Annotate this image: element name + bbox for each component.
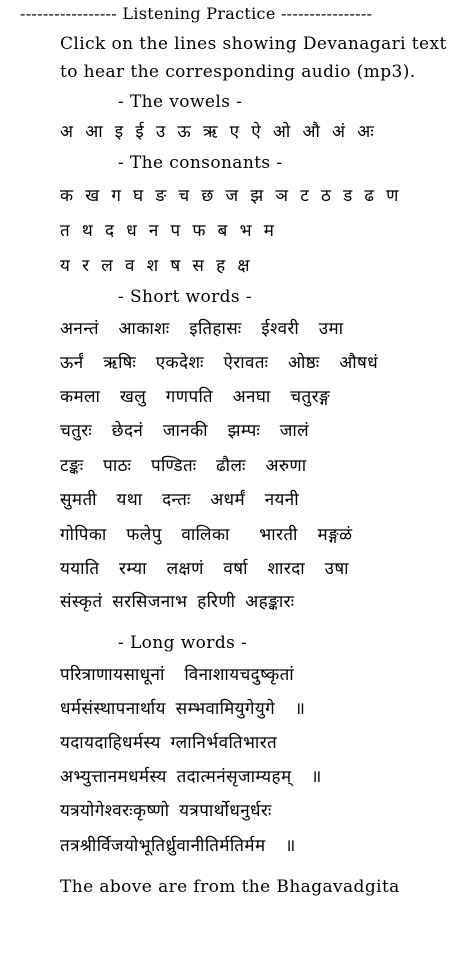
short-words-audio-line-3[interactable]: कमला खलु गणपति अनघा चतुरङ्ग — [60, 387, 331, 407]
long-words-audio-line-3[interactable]: यदायदाहिधर्मस्य ग्लानिर्भवतिभारत — [60, 733, 278, 753]
long-words-audio-line-2[interactable]: धर्मसंस्थापनार्थाय सम्भवामियुगेयुगे ॥ — [60, 699, 306, 719]
intro-line-1: Click on the lines showing Devanagari text — [60, 34, 447, 54]
long-words-audio-line-4[interactable]: अभ्युत्तानमधर्मस्य तदात्मनंसृजाम्यहम् ॥ — [60, 767, 322, 787]
consonants-audio-line-3[interactable]: य र ल व श ष स ह क्ष — [60, 256, 250, 276]
consonants-audio-line-1[interactable]: क ख ग घ ङ च छ ज झ ञ ट ठ ड ढ ण — [60, 186, 399, 206]
footer-note: The above are from the Bhagavadgita — [60, 877, 400, 897]
short-words-audio-line-8[interactable]: ययाति रम्या लक्षणं वर्षा शारदा उषा — [60, 559, 349, 579]
long-words-audio-line-5[interactable]: यत्रयोगेश्वरःकृष्णो यत्रपार्थोधनुर्धरः — [60, 801, 272, 821]
consonants-heading: - The consonants - — [118, 153, 283, 173]
short-words-audio-line-4[interactable]: चतुरः छेदनं जानकी झम्पः जालं — [60, 421, 310, 441]
short-words-audio-line-2[interactable]: ऊर्नं ऋषिः एकदेशः ऐरावतः ओष्ठः औषधं — [60, 353, 379, 373]
long-words-audio-line-6[interactable]: तत्रश्रीर्विजयोभूतिर्ध्रुवानीतिर्मतिर्मम ॥ — [60, 836, 296, 856]
short-words-heading: - Short words - — [118, 287, 253, 307]
consonants-audio-line-2[interactable]: त थ द ध न प फ ब भ म — [60, 221, 275, 241]
short-words-audio-line-9[interactable]: संस्कृतं सरसिजनाभ हरिणी अहङ्कारः — [60, 592, 295, 612]
short-words-audio-line-7[interactable]: गोपिका फलेपु वालिका भारती मङ्गळं — [60, 525, 353, 545]
long-words-audio-line-1[interactable]: परित्राणायसाधूनां विनाशायचदुष्कृतां — [60, 665, 295, 685]
intro-line-2: to hear the corresponding audio (mp3). — [60, 62, 416, 82]
short-words-audio-line-5[interactable]: टङ्कः पाठः पण्डितः ढौलः अरुणा — [60, 456, 307, 476]
vowels-audio-line[interactable]: अ आ इ ई उ ऊ ऋ ए ऐ ओ औ अं अः — [60, 122, 375, 142]
short-words-audio-line-6[interactable]: सुमती यथा दन्तः अधर्मं नयनी — [60, 490, 300, 510]
vowels-heading: - The vowels - — [118, 92, 243, 112]
short-words-audio-line-1[interactable]: अनन्तं आकाशः इतिहासः ईश्वरी उमा — [60, 319, 344, 339]
long-words-heading: - Long words - — [118, 633, 248, 653]
page-title: ----------------- Listening Practice ---------------- — [20, 4, 373, 23]
